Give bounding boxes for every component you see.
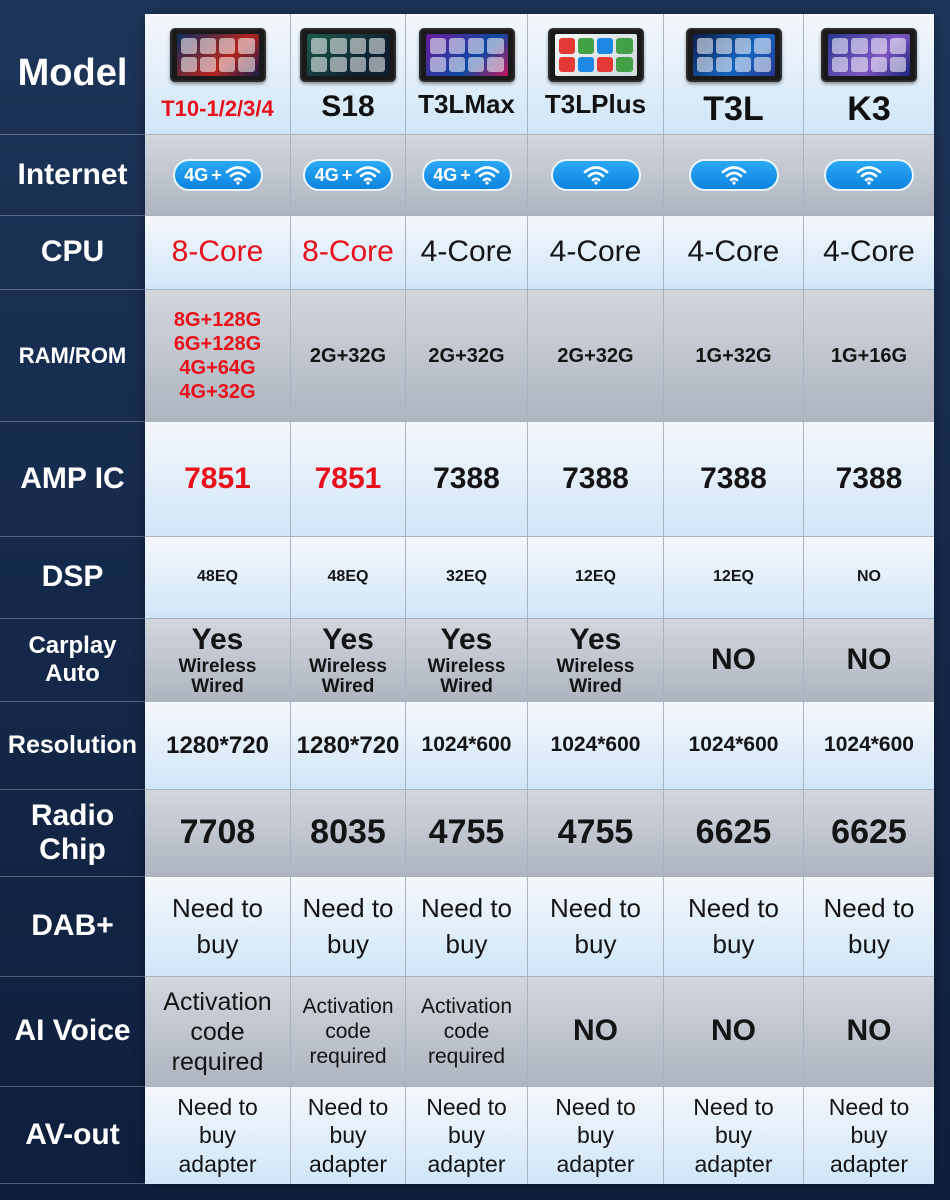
internet-cell [664, 135, 804, 216]
spec-table [0, 14, 934, 1184]
app-tile-icon [487, 57, 503, 73]
carplay-wireless: Wireless [427, 656, 506, 678]
amp-ic-value: 7851 [314, 461, 382, 495]
carplay-wired: Wired [321, 676, 375, 698]
radio-chip-value: 4755 [428, 813, 505, 852]
dab-line: Need to [302, 893, 394, 924]
av-out-cell [406, 1087, 528, 1184]
internet-badge [689, 159, 779, 191]
row-label-ai-voice [0, 977, 145, 1087]
carplay-wireless: Wireless [309, 656, 387, 678]
app-tile-icon [238, 57, 254, 73]
internet-cell [406, 135, 528, 216]
amp-ic-cell [804, 422, 934, 537]
head-unit-image [419, 28, 515, 82]
model-cell [804, 14, 934, 135]
app-tile-icon [350, 38, 366, 54]
dab-line: Need to [171, 893, 264, 924]
row-label-lines [31, 799, 114, 868]
av-out-line: adapter [178, 1150, 257, 1177]
av-out-line: Need to [177, 1094, 258, 1121]
wifi-icon [355, 165, 381, 185]
carplay-wireless: Wireless [178, 656, 257, 678]
ram-rom-list [695, 344, 771, 368]
ram-rom-option: 2G+32G [309, 344, 387, 367]
carplay-support: Yes [322, 622, 374, 656]
row-label-line: Radio [30, 798, 115, 832]
amp-ic-cell [664, 422, 804, 537]
app-tile-icon [871, 38, 887, 54]
internet-badge [173, 159, 263, 191]
app-tile-icon [832, 38, 848, 54]
wifi-icon [583, 165, 609, 185]
ai-voice-line: code [190, 1017, 245, 1046]
dab-cell [145, 877, 291, 977]
ai-voice-cell [406, 977, 528, 1087]
head-unit-image [686, 28, 782, 82]
av-out-line: Need to [555, 1094, 636, 1121]
internet-badge [551, 159, 641, 191]
resolution-value: 1280*720 [166, 731, 269, 759]
ram-rom-list [557, 344, 633, 368]
app-tile-icon [851, 57, 867, 73]
ai-voice-cell [291, 977, 406, 1087]
dab-line: Need to [420, 893, 513, 924]
ai-voice-line: NO [573, 1014, 618, 1048]
plus-sign: + [341, 164, 353, 185]
radio-chip-cell [291, 790, 406, 877]
cpu-value: 4-Core [549, 235, 642, 269]
app-tile-icon [616, 38, 632, 54]
av-out-line: adapter [308, 1150, 387, 1177]
ai-voice-line: code [443, 1019, 490, 1043]
app-tile-icon [578, 38, 594, 54]
radio-chip-value: 6625 [831, 813, 907, 852]
head-unit-image [170, 28, 266, 82]
ai-voice-cell [528, 977, 664, 1087]
carplay-wired: Wired [440, 676, 493, 698]
app-tile-icon [754, 38, 770, 54]
resolution-cell [291, 702, 406, 790]
radio-chip-cell [528, 790, 664, 877]
app-tile-icon [181, 57, 197, 73]
carplay-support: Yes [440, 622, 493, 656]
cpu-cell [145, 216, 291, 290]
ram-rom-cell [528, 290, 664, 422]
av-out-cell [664, 1087, 804, 1184]
app-tile-icon [890, 38, 906, 54]
wifi-icon [474, 165, 500, 185]
model-name: T3L [703, 90, 764, 128]
lte-4g-label: 4G [314, 164, 339, 185]
internet-cell [804, 135, 934, 216]
lte-4g-label: 4G [184, 164, 209, 185]
head-unit-screen [177, 34, 259, 76]
row-label-lines [28, 632, 116, 687]
dsp-cell [291, 537, 406, 619]
wifi-icon [856, 165, 882, 185]
ai-voice-line: NO [711, 1014, 756, 1048]
cpu-value: 4-Core [823, 235, 915, 269]
ram-rom-list [831, 344, 907, 368]
av-out-cell [291, 1087, 406, 1184]
carplay-support: Yes [191, 622, 244, 656]
ram-rom-option: 6G+128G [173, 332, 262, 355]
row-label-resolution [0, 702, 145, 790]
row-label-model [0, 14, 145, 135]
row-label-ram-rom [0, 290, 145, 422]
wifi-icon [225, 165, 251, 185]
cpu-value: 4-Core [687, 235, 780, 269]
ai-voice-line: required [171, 1047, 264, 1076]
internet-badge [422, 159, 512, 191]
resolution-cell [664, 702, 804, 790]
av-out-line: buy [198, 1122, 237, 1149]
app-tile-icon [468, 57, 484, 73]
radio-chip-value: 8035 [310, 813, 386, 852]
amp-ic-cell [406, 422, 528, 537]
row-label-text: CPU [40, 235, 105, 269]
plus-sign: + [211, 164, 222, 185]
plus-sign: + [460, 164, 471, 185]
row-label-dsp [0, 537, 145, 619]
carplay-cell [291, 619, 406, 702]
app-tile-icon [311, 57, 327, 73]
cpu-value: 4-Core [420, 235, 513, 269]
resolution-value: 1024*600 [688, 733, 779, 757]
ram-rom-cell [145, 290, 291, 422]
model-name: T3LPlus [544, 89, 647, 119]
row-label-text: DAB+ [31, 909, 114, 943]
carplay-wired: Wired [191, 676, 244, 698]
ram-rom-cell [406, 290, 528, 422]
row-label-carplay [0, 619, 145, 702]
av-out-line: buy [714, 1122, 753, 1149]
dsp-cell [145, 537, 291, 619]
model-cell [291, 14, 406, 135]
dsp-cell [406, 537, 528, 619]
row-label-radio-chip [0, 790, 145, 877]
dab-line: buy [712, 928, 755, 959]
app-tile-icon [735, 57, 751, 73]
amp-ic-value: 7388 [562, 461, 629, 495]
row-label-amp-ic [0, 422, 145, 537]
row-label-text: RAM/ROM [18, 342, 127, 368]
row-label-text: Model [17, 52, 128, 95]
internet-badge [303, 159, 393, 191]
dsp-value: 48EQ [327, 568, 369, 586]
ram-rom-cell [804, 290, 934, 422]
cpu-value: 8-Core [302, 235, 394, 269]
ram-rom-list [428, 344, 504, 368]
dab-cell [804, 877, 934, 977]
carplay-wired: Wired [569, 676, 622, 698]
ram-rom-list [174, 308, 261, 404]
radio-chip-cell [406, 790, 528, 877]
app-tile-icon [559, 38, 575, 54]
dsp-cell [804, 537, 934, 619]
dab-cell [664, 877, 804, 977]
wifi-icon [721, 165, 747, 185]
dab-line: buy [327, 928, 369, 959]
app-tile-icon [430, 38, 446, 54]
dab-line: buy [445, 928, 488, 959]
ai-voice-cell [804, 977, 934, 1087]
dsp-value: NO [857, 568, 881, 586]
app-tile-icon [697, 38, 713, 54]
internet-cell [145, 135, 291, 216]
row-label-cpu [0, 216, 145, 290]
app-tile-icon [616, 57, 632, 73]
resolution-cell [406, 702, 528, 790]
carplay-cell [664, 619, 804, 702]
resolution-value: 1280*720 [296, 731, 400, 759]
app-tile-icon [369, 57, 385, 73]
model-name: S18 [321, 90, 375, 123]
ai-voice-line: Activation [302, 994, 394, 1018]
app-tile-icon [735, 38, 751, 54]
av-out-line: adapter [694, 1150, 773, 1177]
amp-ic-value: 7388 [700, 461, 767, 495]
ram-rom-option: 1G+16G [830, 344, 908, 367]
dsp-value: 48EQ [197, 568, 238, 586]
ai-voice-line: Activation [420, 994, 513, 1018]
row-label-line: Chip [39, 833, 106, 866]
carplay-cell [145, 619, 291, 702]
internet-cell [528, 135, 664, 216]
row-label-text: DSP [41, 560, 104, 594]
cpu-cell [291, 216, 406, 290]
row-label-line: Carplay [28, 632, 117, 660]
row-label-text: AI Voice [14, 1014, 131, 1048]
ram-rom-list [310, 344, 386, 368]
dab-line: buy [848, 928, 890, 959]
ram-rom-option: 8G+128G [173, 308, 262, 331]
dsp-cell [528, 537, 664, 619]
app-tile-icon [597, 38, 613, 54]
app-tile-icon [181, 38, 197, 54]
model-cell [406, 14, 528, 135]
resolution-cell [804, 702, 934, 790]
app-tile-icon [716, 38, 732, 54]
app-tile-icon [578, 57, 594, 73]
dab-cell [291, 877, 406, 977]
app-tile-icon [200, 38, 216, 54]
dsp-value: 32EQ [446, 568, 487, 586]
ram-rom-option: 4G+32G [179, 380, 256, 403]
internet-badge [824, 159, 914, 191]
head-unit-screen [426, 34, 508, 76]
carplay-cell [406, 619, 528, 702]
head-unit-image [821, 28, 917, 82]
dab-line: buy [574, 928, 617, 959]
app-tile-icon [350, 57, 366, 73]
app-tile-icon [890, 57, 906, 73]
row-label-av-out [0, 1087, 145, 1184]
model-name: K3 [847, 90, 891, 128]
model-cell [528, 14, 664, 135]
av-out-line: buy [329, 1122, 367, 1149]
dsp-cell [664, 537, 804, 619]
resolution-value: 1024*600 [550, 733, 641, 757]
cpu-value: 8-Core [171, 235, 264, 269]
dsp-value: 12EQ [575, 568, 616, 586]
dsp-value: 12EQ [713, 568, 754, 586]
app-tile-icon [487, 38, 503, 54]
dab-line: buy [196, 928, 239, 959]
carplay-wireless: Wireless [556, 656, 635, 678]
resolution-value: 1024*600 [824, 733, 914, 757]
dab-line: Need to [549, 893, 642, 924]
ai-voice-cell [664, 977, 804, 1087]
app-tile-icon [219, 57, 235, 73]
lte-4g-label: 4G [433, 164, 458, 185]
dab-line: Need to [823, 893, 915, 924]
ai-voice-line: code [325, 1019, 371, 1043]
cpu-cell [406, 216, 528, 290]
head-unit-image [300, 28, 396, 82]
resolution-cell [528, 702, 664, 790]
app-tile-icon [449, 38, 465, 54]
av-out-line: buy [447, 1122, 486, 1149]
radio-chip-cell [145, 790, 291, 877]
av-out-line: adapter [427, 1150, 506, 1177]
resolution-cell [145, 702, 291, 790]
head-unit-screen [555, 34, 637, 76]
ram-rom-cell [664, 290, 804, 422]
row-label-text: Resolution [7, 731, 138, 760]
app-tile-icon [430, 57, 446, 73]
app-tile-icon [832, 57, 848, 73]
ai-voice-cell [145, 977, 291, 1087]
row-label-line: Auto [45, 660, 100, 687]
ram-rom-cell [291, 290, 406, 422]
av-out-line: Need to [828, 1094, 910, 1121]
app-tile-icon [597, 57, 613, 73]
cpu-cell [804, 216, 934, 290]
app-tile-icon [559, 57, 575, 73]
row-label-dab [0, 877, 145, 977]
av-out-line: Need to [693, 1094, 774, 1121]
radio-chip-cell [664, 790, 804, 877]
av-out-line: Need to [426, 1094, 507, 1121]
ram-rom-option: 4G+64G [179, 356, 256, 379]
row-label-text: AV-out [25, 1117, 120, 1151]
av-out-cell [804, 1087, 934, 1184]
amp-ic-value: 7388 [835, 461, 903, 495]
av-out-line: Need to [307, 1094, 389, 1121]
head-unit-screen [828, 34, 910, 76]
ai-voice-line: Activation [163, 987, 272, 1016]
app-tile-icon [468, 38, 484, 54]
app-tile-icon [219, 38, 235, 54]
ram-rom-option: 1G+32G [695, 344, 772, 367]
cpu-cell [528, 216, 664, 290]
resolution-value: 1024*600 [421, 733, 512, 757]
app-tile-icon [330, 57, 346, 73]
ai-voice-line: NO [846, 1014, 892, 1048]
amp-ic-value: 7851 [184, 461, 251, 495]
head-unit-screen [693, 34, 775, 76]
radio-chip-value: 6625 [695, 813, 772, 852]
ram-rom-option: 2G+32G [557, 344, 634, 367]
carplay-support: Yes [569, 622, 622, 656]
carplay-cell [804, 619, 934, 702]
model-cell [145, 14, 291, 135]
ai-voice-line: required [427, 1045, 506, 1069]
radio-chip-value: 4755 [557, 813, 634, 852]
app-tile-icon [311, 38, 327, 54]
app-tile-icon [851, 38, 867, 54]
av-out-line: adapter [556, 1150, 635, 1177]
head-unit-image [548, 28, 644, 82]
model-name: T3LMax [418, 89, 515, 119]
av-out-cell [145, 1087, 291, 1184]
dab-line: Need to [687, 893, 780, 924]
app-tile-icon [330, 38, 346, 54]
app-tile-icon [449, 57, 465, 73]
av-out-line: buy [576, 1122, 615, 1149]
app-tile-icon [871, 57, 887, 73]
ram-rom-option: 2G+32G [428, 344, 505, 367]
dab-cell [528, 877, 664, 977]
app-tile-icon [697, 57, 713, 73]
amp-ic-cell [528, 422, 664, 537]
app-tile-icon [200, 57, 216, 73]
carplay-support: NO [846, 642, 892, 676]
row-label-text: Internet [17, 157, 128, 191]
app-tile-icon [238, 38, 254, 54]
row-label-internet [0, 135, 145, 216]
radio-chip-value: 7708 [179, 813, 256, 852]
app-tile-icon [716, 57, 732, 73]
amp-ic-cell [145, 422, 291, 537]
amp-ic-cell [291, 422, 406, 537]
av-out-line: adapter [829, 1150, 908, 1177]
model-name: T10-1/2/3/4 [161, 96, 274, 121]
carplay-support: NO [711, 642, 756, 676]
carplay-cell [528, 619, 664, 702]
amp-ic-value: 7388 [433, 461, 500, 495]
radio-chip-cell [804, 790, 934, 877]
ai-voice-line: required [309, 1045, 387, 1069]
av-out-cell [528, 1087, 664, 1184]
app-tile-icon [754, 57, 770, 73]
app-tile-icon [369, 38, 385, 54]
cpu-cell [664, 216, 804, 290]
av-out-line: buy [850, 1122, 888, 1149]
internet-cell [291, 135, 406, 216]
head-unit-screen [307, 34, 389, 76]
dab-cell [406, 877, 528, 977]
row-label-text: AMP IC [20, 461, 125, 495]
model-cell [664, 14, 804, 135]
